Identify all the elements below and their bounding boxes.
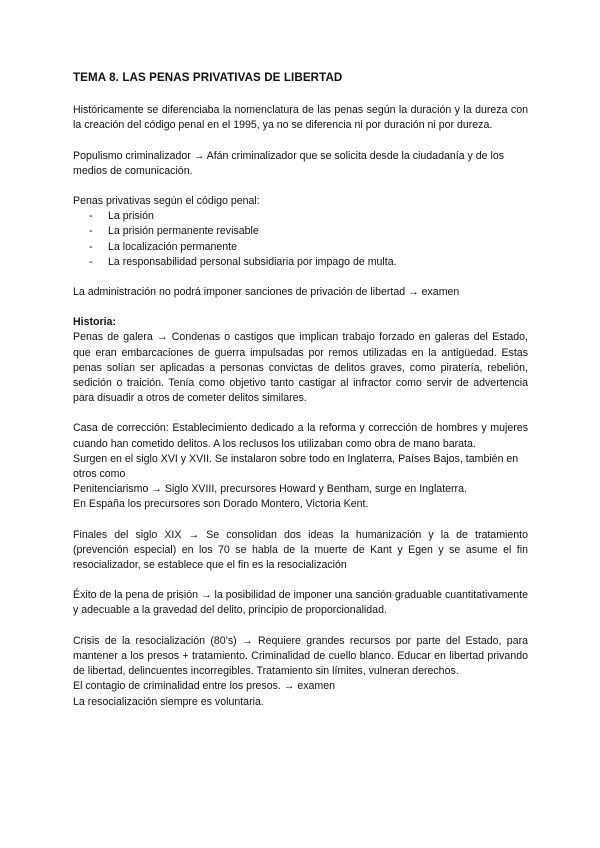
exito-paragraph: Éxito de la pena de prisión → la posibilidad de imponer una sanción graduable cuantitativamente y adecuable a la gravedad del delito, principio de proporcionalidad. [73,589,528,617]
list-item: - La prisión permanente revisable [89,225,259,238]
crisis-paragraph: Crisis de la resocialización (80’s) → Requiere grandes recursos por parte del Estado, para mantener a los presos + tratamiento. Criminalidad de cuello blanco. Educar en libertad privando de libertad, delincuentes incorregibles. Tratamiento sin límites, vulneran derechos. [73,634,528,678]
list-item: - La responsabilidad personal subsidiaria por impago de multa. [89,255,397,268]
historia-heading: Historia: [73,316,116,329]
penitenciarismo-paragraph: Penitenciarismo → Siglo XVIII, precursores Howard y Bentham, surge en Inglaterra. [73,483,467,496]
intro-paragraph: Históricamente se diferenciaba la nomenclatura de las penas según la duración y la dureza con la creación del código penal en el 1995, ya no se diferencia ni por duración ni por dureza. [73,104,528,132]
casa-paragraph: Casa de corrección: Establecimiento dedicado a la reforma y corrección de hombres y mujeres cuando han cometido delitos. A los reclusos los utilizaban como obra de mano barata. [73,422,528,450]
list-item: - La prisión [89,210,154,223]
contagio-paragraph: El contagio de criminalidad entre los presos. → examen [73,680,336,693]
voluntaria-paragraph: La resocialización siempre es voluntaria. [73,695,264,708]
list-item: - La localización permanente [89,240,237,253]
page-title: TEMA 8. LAS PENAS PRIVATIVAS DE LIBERTAD [73,71,343,84]
penas-heading: Penas privativas según el código penal: [73,195,260,208]
document-page [73,70,528,710]
administracion-paragraph: La administración no podrá imponer sanciones de privación de libertad → examen [73,286,460,299]
populismo-paragraph: Populismo criminalizador → Afán criminalizador que se solicita desde la ciudadanía y de los medios de comunicación. [73,149,505,177]
surgen-paragraph: Surgen en el siglo XVI y XVII. Se instalaron sobre todo en Inglaterra, Países Bajos, también en otros como [73,452,519,481]
espana-paragraph: En España los precursores son Dorado Montero, Victoria Kent. [73,498,369,511]
galera-paragraph: Penas de galera → Condenas o castigos que implican trabajo forzado en galeras del Estado, que eran embarcaciones de guerra impulsadas por remos utilizadas en la antigüedad. Estas penas solían ser aplicadas a personas convictas de delitos graves, como piratería, rebelión, sedición o traición. Tenía como objetivo tanto castigar al infractor como servir de advertencia para disuadir a otros de cometer delitos similares. [73,331,528,405]
penas-list [73,209,528,270]
finales-paragraph: Finales del siglo XIX → Se consolidan dos ideas la humanización y la de tratamiento (prevención especial) en los 70 se habla de la muerte de Kant y Egen y se asume el fin resocializador, se establece que el fin es la resocialización [73,528,528,572]
